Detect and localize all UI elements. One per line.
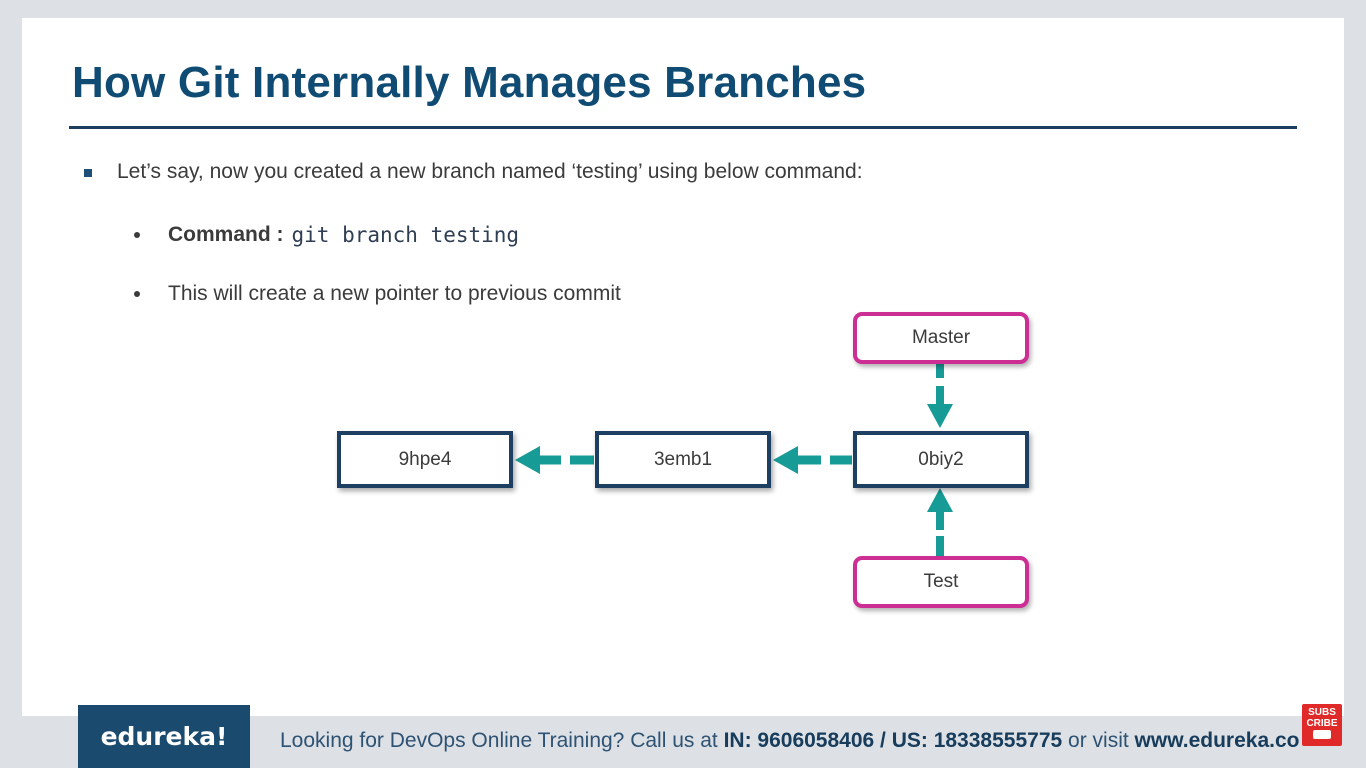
- subscribe-line1: SUBS: [1308, 707, 1336, 718]
- arrow-0biy2-to-3emb1: [773, 446, 852, 474]
- bullet-pointer-text: This will create a new pointer to previous commit: [168, 282, 621, 305]
- footer-text-prefix: Looking for DevOps Online Training? Call us at: [280, 729, 724, 752]
- footer-text-mid: or visit: [1062, 729, 1135, 752]
- arrow-test-to-0biy2: [927, 488, 953, 556]
- subscribe-button[interactable]: [1302, 704, 1342, 746]
- arrow-3emb1-to-9hpe4: [515, 446, 594, 474]
- subscribe-line2: CRIBE: [1306, 718, 1338, 729]
- footer-phones: IN: 9606058406 / US: 18338555775: [723, 729, 1063, 752]
- subscribe-bell-icon: [1313, 730, 1331, 739]
- footer-banner: [280, 729, 1299, 753]
- slide-title: How Git Internally Manages Branches: [72, 58, 867, 107]
- bullet-main-text: Let’s say, now you created a new branch named ‘testing’ using below command:: [117, 160, 863, 183]
- commit-node-0biy2: 0biy2: [853, 431, 1029, 488]
- arrow-master-to-0biy2: [927, 364, 953, 428]
- command-code: git branch testing: [291, 223, 520, 247]
- commit-node-9hpe4: 9hpe4: [337, 431, 513, 488]
- commit-node-3emb1: 3emb1: [595, 431, 771, 488]
- footer-website: www.edureka.co: [1134, 729, 1300, 752]
- edureka-logo: edureka!: [78, 705, 250, 768]
- command-label: Command :: [168, 223, 284, 246]
- branch-pointer-test: Test: [853, 556, 1029, 608]
- branch-pointer-master: Master: [853, 312, 1029, 364]
